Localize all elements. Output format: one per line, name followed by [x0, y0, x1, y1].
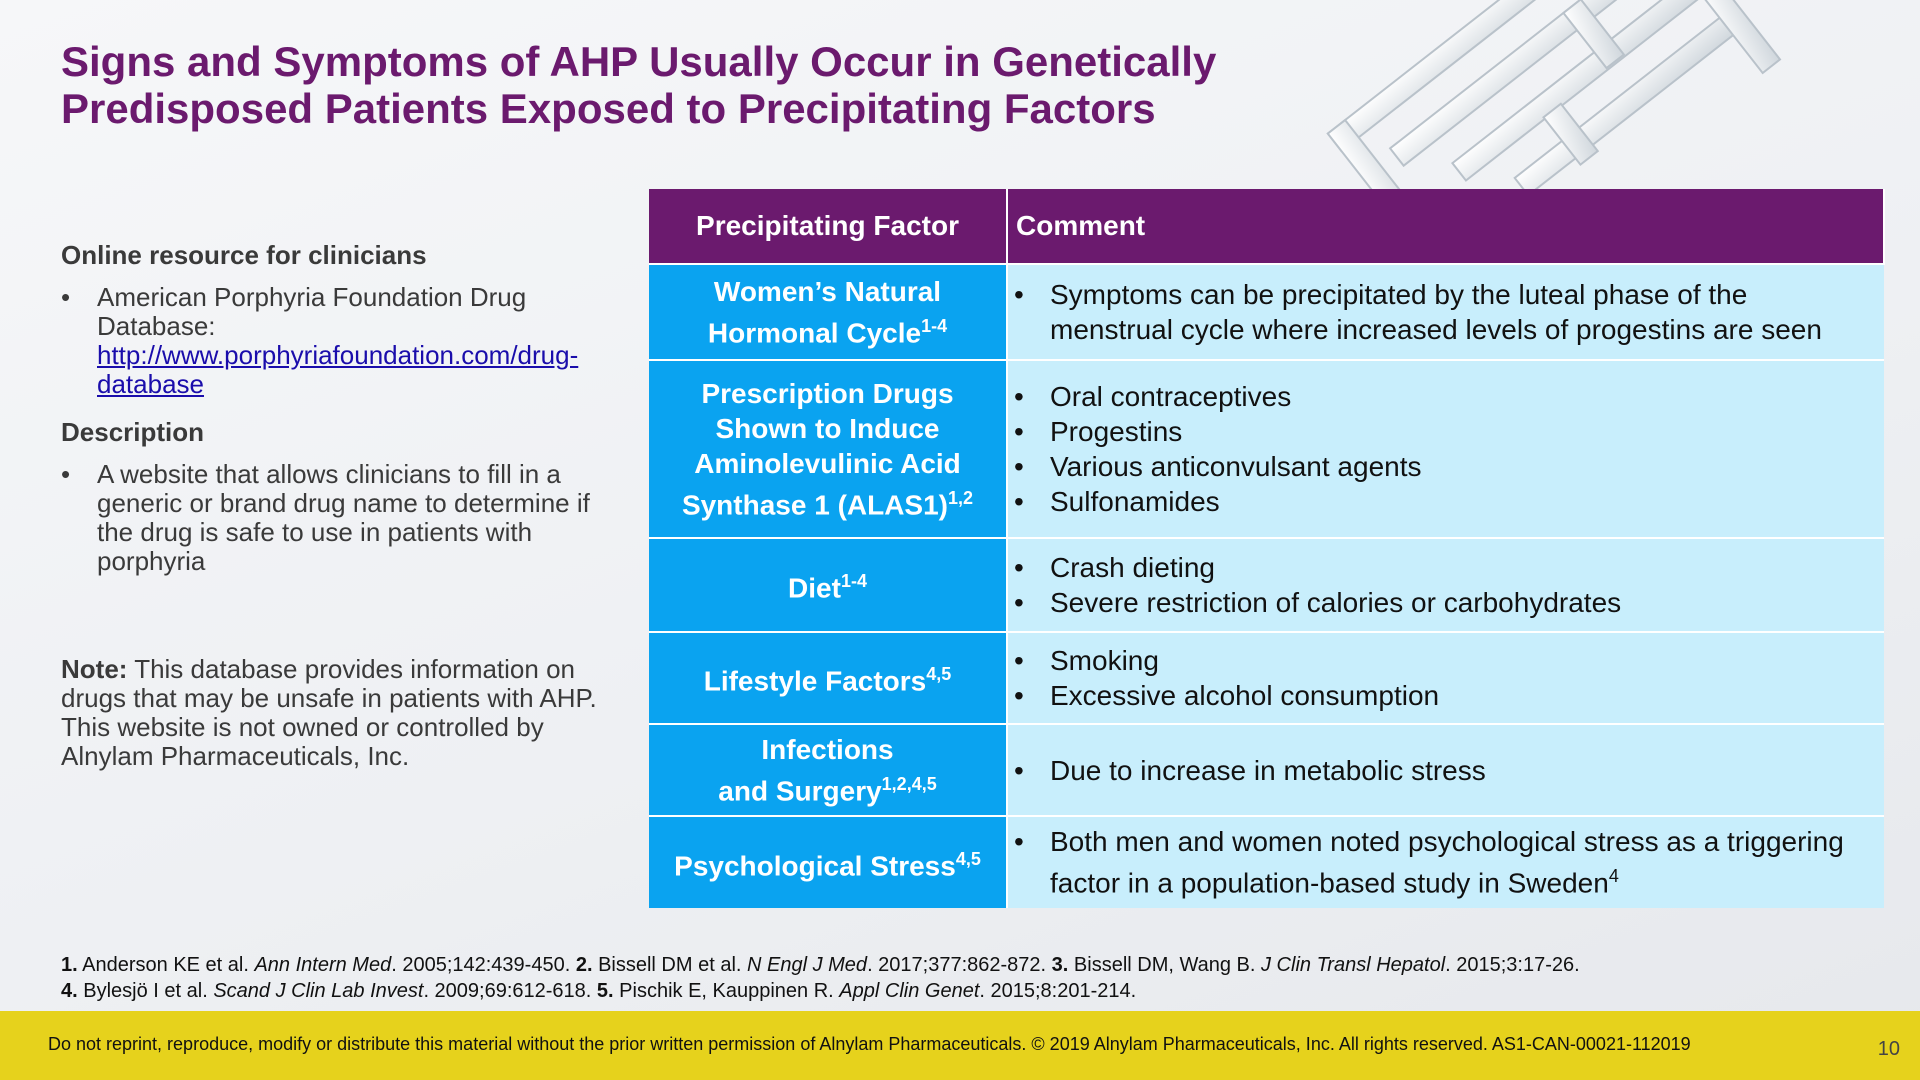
comment-text-wrap [1050, 824, 1874, 900]
title-line-1: Signs and Symptoms of AHP Usually Occur in Genetically [61, 38, 1217, 85]
factor-cell [649, 538, 1007, 632]
comment-text-wrap [1050, 379, 1291, 414]
comment-cell [1007, 264, 1884, 360]
reference-journal: N Engl J Med [747, 954, 868, 976]
factor-cell [649, 264, 1007, 360]
table-row [649, 264, 1884, 360]
bullet-dot: • [1014, 486, 1024, 517]
references [61, 952, 1580, 1004]
reference-journal: Appl Clin Genet [839, 980, 980, 1002]
resource-bullet [61, 283, 621, 399]
bullet-dot: • [1014, 754, 1024, 786]
database-link-part-2: database [97, 369, 204, 399]
note-label: Note: [61, 654, 128, 684]
comment-text-wrap [1050, 753, 1486, 788]
comment-cell [1007, 360, 1884, 538]
comment-cell [1007, 538, 1884, 632]
header-comment: Comment [1007, 189, 1884, 264]
bullet-dot: • [61, 459, 71, 489]
factor-name: and Surgery [718, 775, 882, 807]
bullet-dot: • [1014, 680, 1024, 711]
bullet-dot: • [1014, 279, 1024, 310]
comment-text-wrap [1050, 550, 1215, 585]
factor-citation: 4,5 [926, 664, 952, 685]
reference-journal: Scand J Clin Lab Invest [213, 980, 424, 1002]
comment-text: Progestins [1050, 416, 1183, 447]
comment-text-wrap [1050, 449, 1422, 484]
description-text: A website that allows clinicians to fill in a generic or brand drug name to determine if the drug is safe to use in patients with porphyria [97, 459, 590, 576]
factor-citation: 4,5 [955, 848, 981, 869]
table-row [649, 816, 1884, 908]
bullet-dot: • [1014, 381, 1024, 412]
comment-text: Smoking [1050, 645, 1159, 676]
reference-authors: Bylesjö I et al. [77, 980, 214, 1002]
comment-citation: 4 [1608, 866, 1619, 887]
factor-name: Lifestyle Factors [703, 665, 927, 697]
reference-details: . 2005;142:439-450. [391, 954, 576, 976]
comment-bullet [1014, 550, 1874, 585]
reference-number: 4. [61, 980, 78, 1002]
comment-text-wrap [1050, 414, 1182, 449]
table-row [649, 538, 1884, 632]
page-number: 10 [1877, 1038, 1900, 1060]
table-row [649, 632, 1884, 724]
comment-text: Sulfonamides [1050, 486, 1220, 517]
references-line-1 [61, 952, 1580, 978]
table-row [649, 724, 1884, 816]
comment-text: Crash dieting [1050, 552, 1215, 583]
factor-line [659, 564, 996, 605]
comment-bullet [1014, 643, 1874, 678]
comment-text: Severe restriction of calories or carbohydrates [1050, 587, 1622, 618]
factor-cell [649, 632, 1007, 724]
bullet-dot: • [1014, 416, 1024, 447]
reference-number: 5. [596, 980, 614, 1002]
factor-cell [649, 816, 1007, 908]
title-line-2: Predisposed Patients Exposed to Precipitating Factors [61, 85, 1156, 132]
factor-line: Infections [761, 733, 894, 765]
factor-line: Prescription Drugs Shown to Induce Aminolevulinic Acid [694, 377, 961, 479]
description-heading: Description [61, 417, 205, 447]
comment-text-wrap [1050, 585, 1621, 620]
footer-bar [0, 1011, 1920, 1080]
reference-journal: J Clin Transl Hepatol [1261, 954, 1446, 976]
note-text: This database provides information on drugs that may be unsafe in patients with AHP. This website is not owned or controlled by Alnylam Pharmaceuticals, Inc. [61, 654, 597, 771]
factor-citation: 1-4 [921, 315, 948, 336]
factor-citation: 1,2,4,5 [881, 773, 937, 794]
comment-bullet [1014, 824, 1874, 900]
comment-text-wrap [1050, 643, 1159, 678]
comment-cell [1007, 632, 1884, 724]
left-panel [61, 240, 621, 594]
comment-text-wrap [1050, 277, 1874, 347]
precipitating-factors-table [649, 189, 1885, 908]
factor-line [659, 481, 996, 522]
database-link-part-1: http://www.porphyriafoundation.com/drug- [97, 340, 579, 370]
online-resource-heading: Online resource for clinicians [61, 240, 427, 270]
bullet-dot: • [1014, 451, 1024, 482]
reference-journal: Ann Intern Med [254, 954, 392, 976]
bullet-dot: • [1014, 645, 1024, 676]
comment-bullet [1014, 277, 1874, 347]
comment-text: Various anticonvulsant agents [1050, 451, 1422, 482]
comment-text: Due to increase in metabolic stress [1050, 754, 1486, 786]
factor-name: Psychological Stress [674, 850, 956, 882]
comment-cell [1007, 816, 1884, 908]
reference-details: . 2015;8:201-214. [979, 980, 1137, 1002]
reference-authors: Pischik E, Kauppinen R. [613, 980, 840, 1002]
factor-name: Hormonal Cycle [707, 317, 922, 349]
factor-name: Synthase 1 (ALAS1) [681, 489, 949, 521]
reference-details: . 2017;377:862-872. [867, 954, 1052, 976]
reference-authors: Bissell DM et al. [592, 954, 747, 976]
factor-cell [649, 724, 1007, 816]
resource-text-block [97, 283, 621, 399]
reference-authors: Anderson KE et al. [77, 954, 255, 976]
factor-line: Women’s Natural [713, 275, 942, 307]
comment-bullet [1014, 484, 1874, 519]
maze-image [1290, 0, 1920, 190]
comment-text: Oral contraceptives [1050, 381, 1292, 412]
factor-citation: 1,2 [948, 487, 974, 508]
reference-number: 1. [61, 954, 78, 976]
factor-citation: 1-4 [840, 571, 867, 592]
comment-bullet [1014, 585, 1874, 620]
comment-text: Excessive alcohol consumption [1050, 680, 1440, 711]
factor-line [659, 657, 996, 698]
slide-title [61, 38, 1291, 132]
comment-text: Symptoms can be precipitated by the luteal phase of the menstrual cycle where increased levels of progestins are seen [1050, 279, 1822, 345]
reference-details: . 2015;3:17-26. [1445, 954, 1580, 976]
comment-bullet [1014, 678, 1874, 713]
table-header-row [649, 189, 1884, 264]
bullet-dot: • [1014, 826, 1024, 858]
reference-number: 2. [575, 954, 593, 976]
header-precipitating-factor: Precipitating Factor [649, 189, 1007, 264]
bullet-dot: • [1014, 587, 1024, 618]
reference-details: . 2009;69:612-618. [423, 980, 597, 1002]
factor-name: Diet [788, 572, 841, 604]
comment-text: Both men and women noted psychological stress as a triggering factor in a population-based study in Sweden [1050, 826, 1844, 899]
factor-cell [649, 360, 1007, 538]
table-row [649, 360, 1884, 538]
references-line-2 [61, 978, 1580, 1004]
resource-text: American Porphyria Foundation Drug Database: [97, 282, 527, 341]
comment-text-wrap [1050, 678, 1439, 713]
comment-cell [1007, 724, 1884, 816]
comment-bullet [1014, 449, 1874, 484]
factor-line [659, 767, 996, 808]
note-block [61, 655, 631, 771]
bullet-dot: • [61, 282, 71, 312]
comment-bullet [1014, 753, 1874, 788]
comment-bullet [1014, 379, 1874, 414]
reference-authors: Bissell DM, Wang B. [1068, 954, 1261, 976]
factor-line [659, 309, 996, 350]
footer-disclaimer: Do not reprint, reproduce, modify or distribute this material without the prior written permission of Alnylam Pharmaceuticals. © 2019 Alnylam Pharmaceuticals, Inc. All rights reserved. AS1-CAN-00021-112019 [48, 1034, 1691, 1054]
description-bullet [61, 460, 621, 576]
reference-number: 3. [1051, 954, 1069, 976]
comment-bullet [1014, 414, 1874, 449]
comment-text-wrap [1050, 484, 1220, 519]
bullet-dot: • [1014, 552, 1024, 583]
database-link[interactable] [97, 340, 578, 399]
factor-line [659, 842, 996, 883]
table-body [649, 264, 1884, 908]
